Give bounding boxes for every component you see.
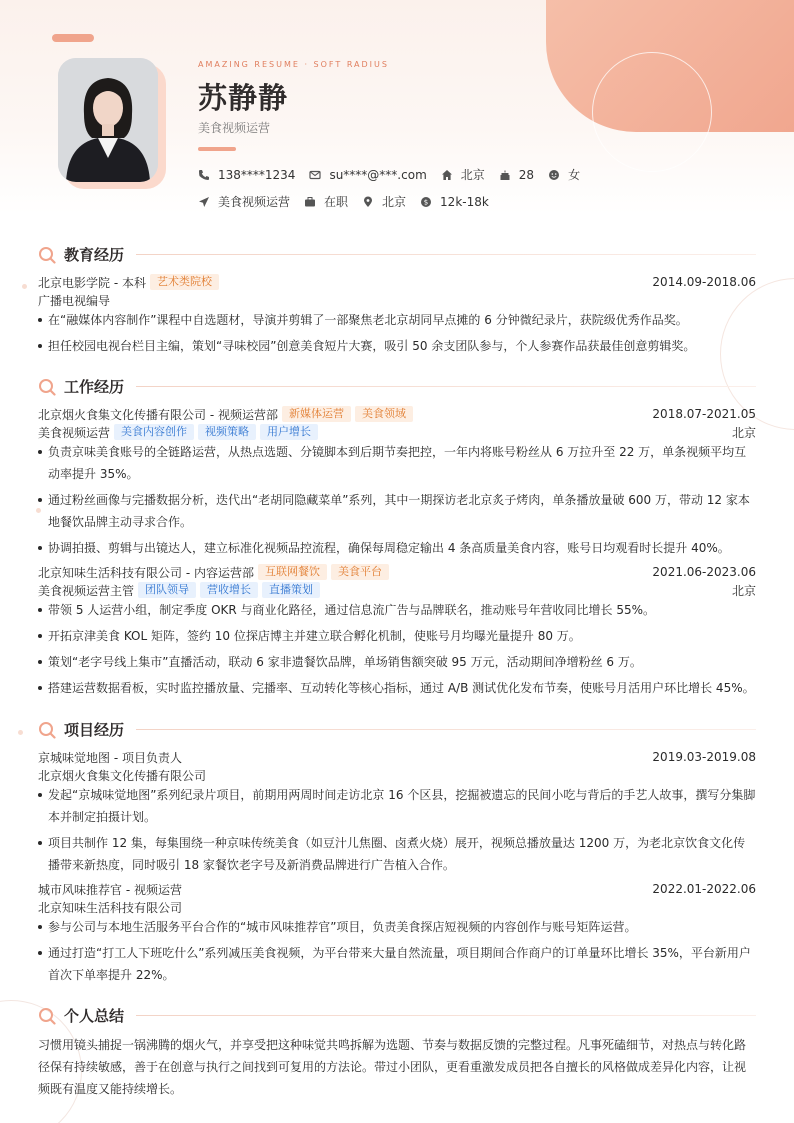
project-bullet: 发起“京城味觉地图”系列纪录片项目，前期用两周时间走访北京 16 个区县，挖掘被遗忘的民间小吃与背后的手艺人故事，撰写分集脚本并制定拍摄计划。 — [38, 784, 756, 828]
city-item — [441, 166, 485, 183]
section-education — [38, 244, 756, 265]
industry-tag: 互联网餐饮 — [258, 564, 327, 580]
section-search-icon — [38, 246, 56, 264]
company-name: 北京知味生活科技有限公司 - 内容运营部 — [38, 565, 254, 580]
project-date: 2019.03-2019.08 — [652, 750, 756, 764]
job-position: 美食视频运营 — [38, 425, 111, 440]
city-text: 北京 — [460, 168, 485, 182]
section-title: 教育经历 — [64, 246, 125, 264]
intent-role-text: 美食视频运营 — [218, 195, 291, 209]
send-icon — [198, 196, 210, 208]
project-title: 京城味觉地图 - 项目负责人 — [38, 750, 182, 765]
briefcase-icon — [304, 196, 316, 208]
gender-item — [548, 166, 580, 183]
school-name: 北京电影学院 - 本科 — [38, 275, 146, 290]
skill-tag: 营收增长 — [200, 582, 258, 598]
skill-tag: 美食内容创作 — [114, 424, 194, 440]
project-date: 2022.01-2022.06 — [652, 882, 756, 896]
job-bullet: 通过粉丝画像与完播数据分析，迭代出“老胡同隐藏菜单”系列，其中一期探访老北京炙子烤肉，单条播放量破 600 万，带动 12 家本地餐饮品牌主动寻求合作。 — [38, 489, 756, 533]
industry-tag: 新媒体运营 — [282, 406, 351, 422]
section-projects — [38, 719, 756, 740]
job-date: 2021.06-2023.06 — [652, 565, 756, 579]
phone-text: 138****1234 — [218, 167, 296, 182]
job-bullet: 开拓京津美食 KOL 矩阵，签约 10 位探店博主并建立联合孵化机制，使账号月均曝光量提升 80 万。 — [38, 625, 756, 647]
money-icon — [420, 196, 432, 208]
intent-city-text: 北京 — [382, 195, 407, 209]
job-bullet: 带领 5 人运营小组，制定季度 OKR 与商业化路径，通过信息流广告与品牌联名，推动账号年营收同比增长 55%。 — [38, 599, 756, 621]
section-divider — [136, 386, 756, 387]
email-item — [309, 168, 426, 182]
profile-photo — [58, 58, 158, 182]
project-bullet: 通过打造“打工人下班吃什么”系列减压美食视频，为平台带来大量自然流量，项目期间合作商户的订单量环比增长 35%，平台新用户首次下单率提升 22%。 — [38, 942, 756, 986]
education-bullet: 担任校园电视台栏目主编，策划“寻味校园”创意美食短片大赛，吸引 50 余支团队参与，个人参赛作品获最佳创意剪辑奖。 — [38, 335, 756, 357]
project-header — [38, 748, 756, 766]
industry-tag: 美食平台 — [331, 564, 389, 580]
candidate-role: 美食视频运营 — [198, 121, 271, 135]
section-title: 工作经历 — [64, 378, 125, 396]
education-header — [38, 273, 756, 291]
section-title: 个人总结 — [64, 1007, 125, 1025]
company-name: 北京烟火食集文化传播有限公司 - 视频运营部 — [38, 407, 278, 422]
status-text: 在职 — [324, 195, 349, 209]
project-header — [38, 880, 756, 898]
location-pin-icon — [362, 196, 374, 208]
decorative-dot — [18, 730, 23, 735]
job-header — [38, 563, 756, 581]
decorative-pill — [52, 34, 94, 42]
status-item — [304, 193, 348, 210]
section-title: 项目经历 — [64, 721, 125, 739]
accent-bar — [198, 147, 236, 151]
education-major: 广播电视编导 — [38, 294, 111, 308]
face-icon — [548, 169, 560, 181]
job-bullet: 协调拍摄、剪辑与出镜达人，建立标准化视频品控流程，确保每周稳定输出 4 条高质量美食内容，账号日均观看时长提升 40%。 — [38, 537, 756, 559]
job-bullet: 搭建运营数据看板，实时监控播放量、完播率、互动转化等核心指标，通过 A/B 测试优化发布节奏，使账号月活用户环比增长 45%。 — [38, 677, 756, 699]
section-divider — [136, 1015, 756, 1016]
resume-kicker: AMAZING RESUME · SOFT RADIUS — [198, 60, 389, 69]
job-bullet: 负责京味美食账号的全链路运营，从热点选题、分镜脚本到后期节奏把控，一年内将账号粉丝从 6 万拉升至 22 万，单条视频平均互动率提升 35%。 — [38, 441, 756, 485]
decorative-ring — [592, 52, 712, 172]
svg-text:$: $ — [423, 198, 429, 207]
job-bullet: 策划“老字号线上集市”直播活动，联动 6 家非遗餐饮品牌，单场销售额突破 95 万元，活动期间净增粉丝 6 万。 — [38, 651, 756, 673]
email-text: su****@***.com — [329, 167, 427, 182]
job-position: 美食视频运营主管 — [38, 583, 135, 598]
skill-tag: 视频策略 — [198, 424, 256, 440]
project-bullet: 参与公司与本地生活服务平台合作的“城市风味推荐官”项目，负责美食探店短视频的内容创作与账号矩阵运营。 — [38, 916, 756, 938]
email-icon — [309, 169, 321, 181]
section-work — [38, 376, 756, 397]
contact-row — [198, 166, 594, 183]
project-org: 北京烟火食集文化传播有限公司 — [38, 769, 207, 783]
phone-item — [198, 168, 295, 182]
section-search-icon — [38, 378, 56, 396]
gender-text: 女 — [568, 168, 581, 182]
section-divider — [136, 254, 756, 255]
job-location: 北京 — [731, 583, 756, 598]
school-tag: 艺术类院校 — [150, 274, 219, 290]
section-search-icon — [38, 1007, 56, 1025]
age-text: 28 — [518, 167, 535, 182]
job-date: 2018.07-2021.05 — [652, 407, 756, 421]
section-divider — [136, 729, 756, 730]
job-subheader — [38, 581, 756, 599]
intent-role-item — [198, 193, 290, 210]
decorative-dot — [22, 284, 27, 289]
industry-tag: 美食领域 — [355, 406, 413, 422]
salary-item — [420, 195, 489, 209]
job-location: 北京 — [731, 425, 756, 440]
candidate-name: 苏静静 — [198, 81, 289, 115]
resume-header — [0, 0, 794, 214]
project-bullet: 项目共制作 12 集，每集围绕一种京味传统美食（如豆汁儿焦圈、卤煮火烧）展开，视频总播放量达 1200 万，为老北京饮食文化传播带来新热度，同时吸引 18 家餐饮老字号及新消费品牌进行广告植入合作。 — [38, 832, 756, 876]
project-title: 城市风味推荐官 - 视频运营 — [38, 882, 182, 897]
summary-text: 习惯用镜头捕捉一锅沸腾的烟火气，并享受把这种味觉共鸣拆解为选题、节奏与数据反馈的完整过程。凡事死磕细节，对热点与转化路径保有持续敏感，善于在创意与执行之间找到可复用的方法论。带过小团队，更看重激发成员把各自擅长的风格做成差异化内容，让视频既有温度又能持续增长。 — [38, 1038, 747, 1096]
age-item — [499, 168, 534, 182]
job-header — [38, 405, 756, 423]
salary-text: 12k-18k — [440, 194, 489, 209]
intent-city-item — [362, 193, 406, 210]
skill-tag: 团队领导 — [138, 582, 196, 598]
skill-tag: 用户增长 — [260, 424, 318, 440]
skill-tag: 直播策划 — [262, 582, 320, 598]
project-org: 北京知味生活科技有限公司 — [38, 901, 183, 915]
section-search-icon — [38, 721, 56, 739]
cake-icon — [499, 169, 511, 181]
job-subheader — [38, 423, 756, 441]
education-date: 2014.09-2018.06 — [652, 275, 756, 289]
section-summary — [38, 1005, 756, 1026]
phone-icon — [198, 169, 210, 181]
education-bullet: 在“融媒体内容制作”课程中自选题材，导演并剪辑了一部聚焦老北京胡同早点摊的 6 分钟微纪录片，获院级优秀作品奖。 — [38, 309, 756, 331]
intent-row — [198, 193, 503, 210]
home-icon — [441, 169, 453, 181]
